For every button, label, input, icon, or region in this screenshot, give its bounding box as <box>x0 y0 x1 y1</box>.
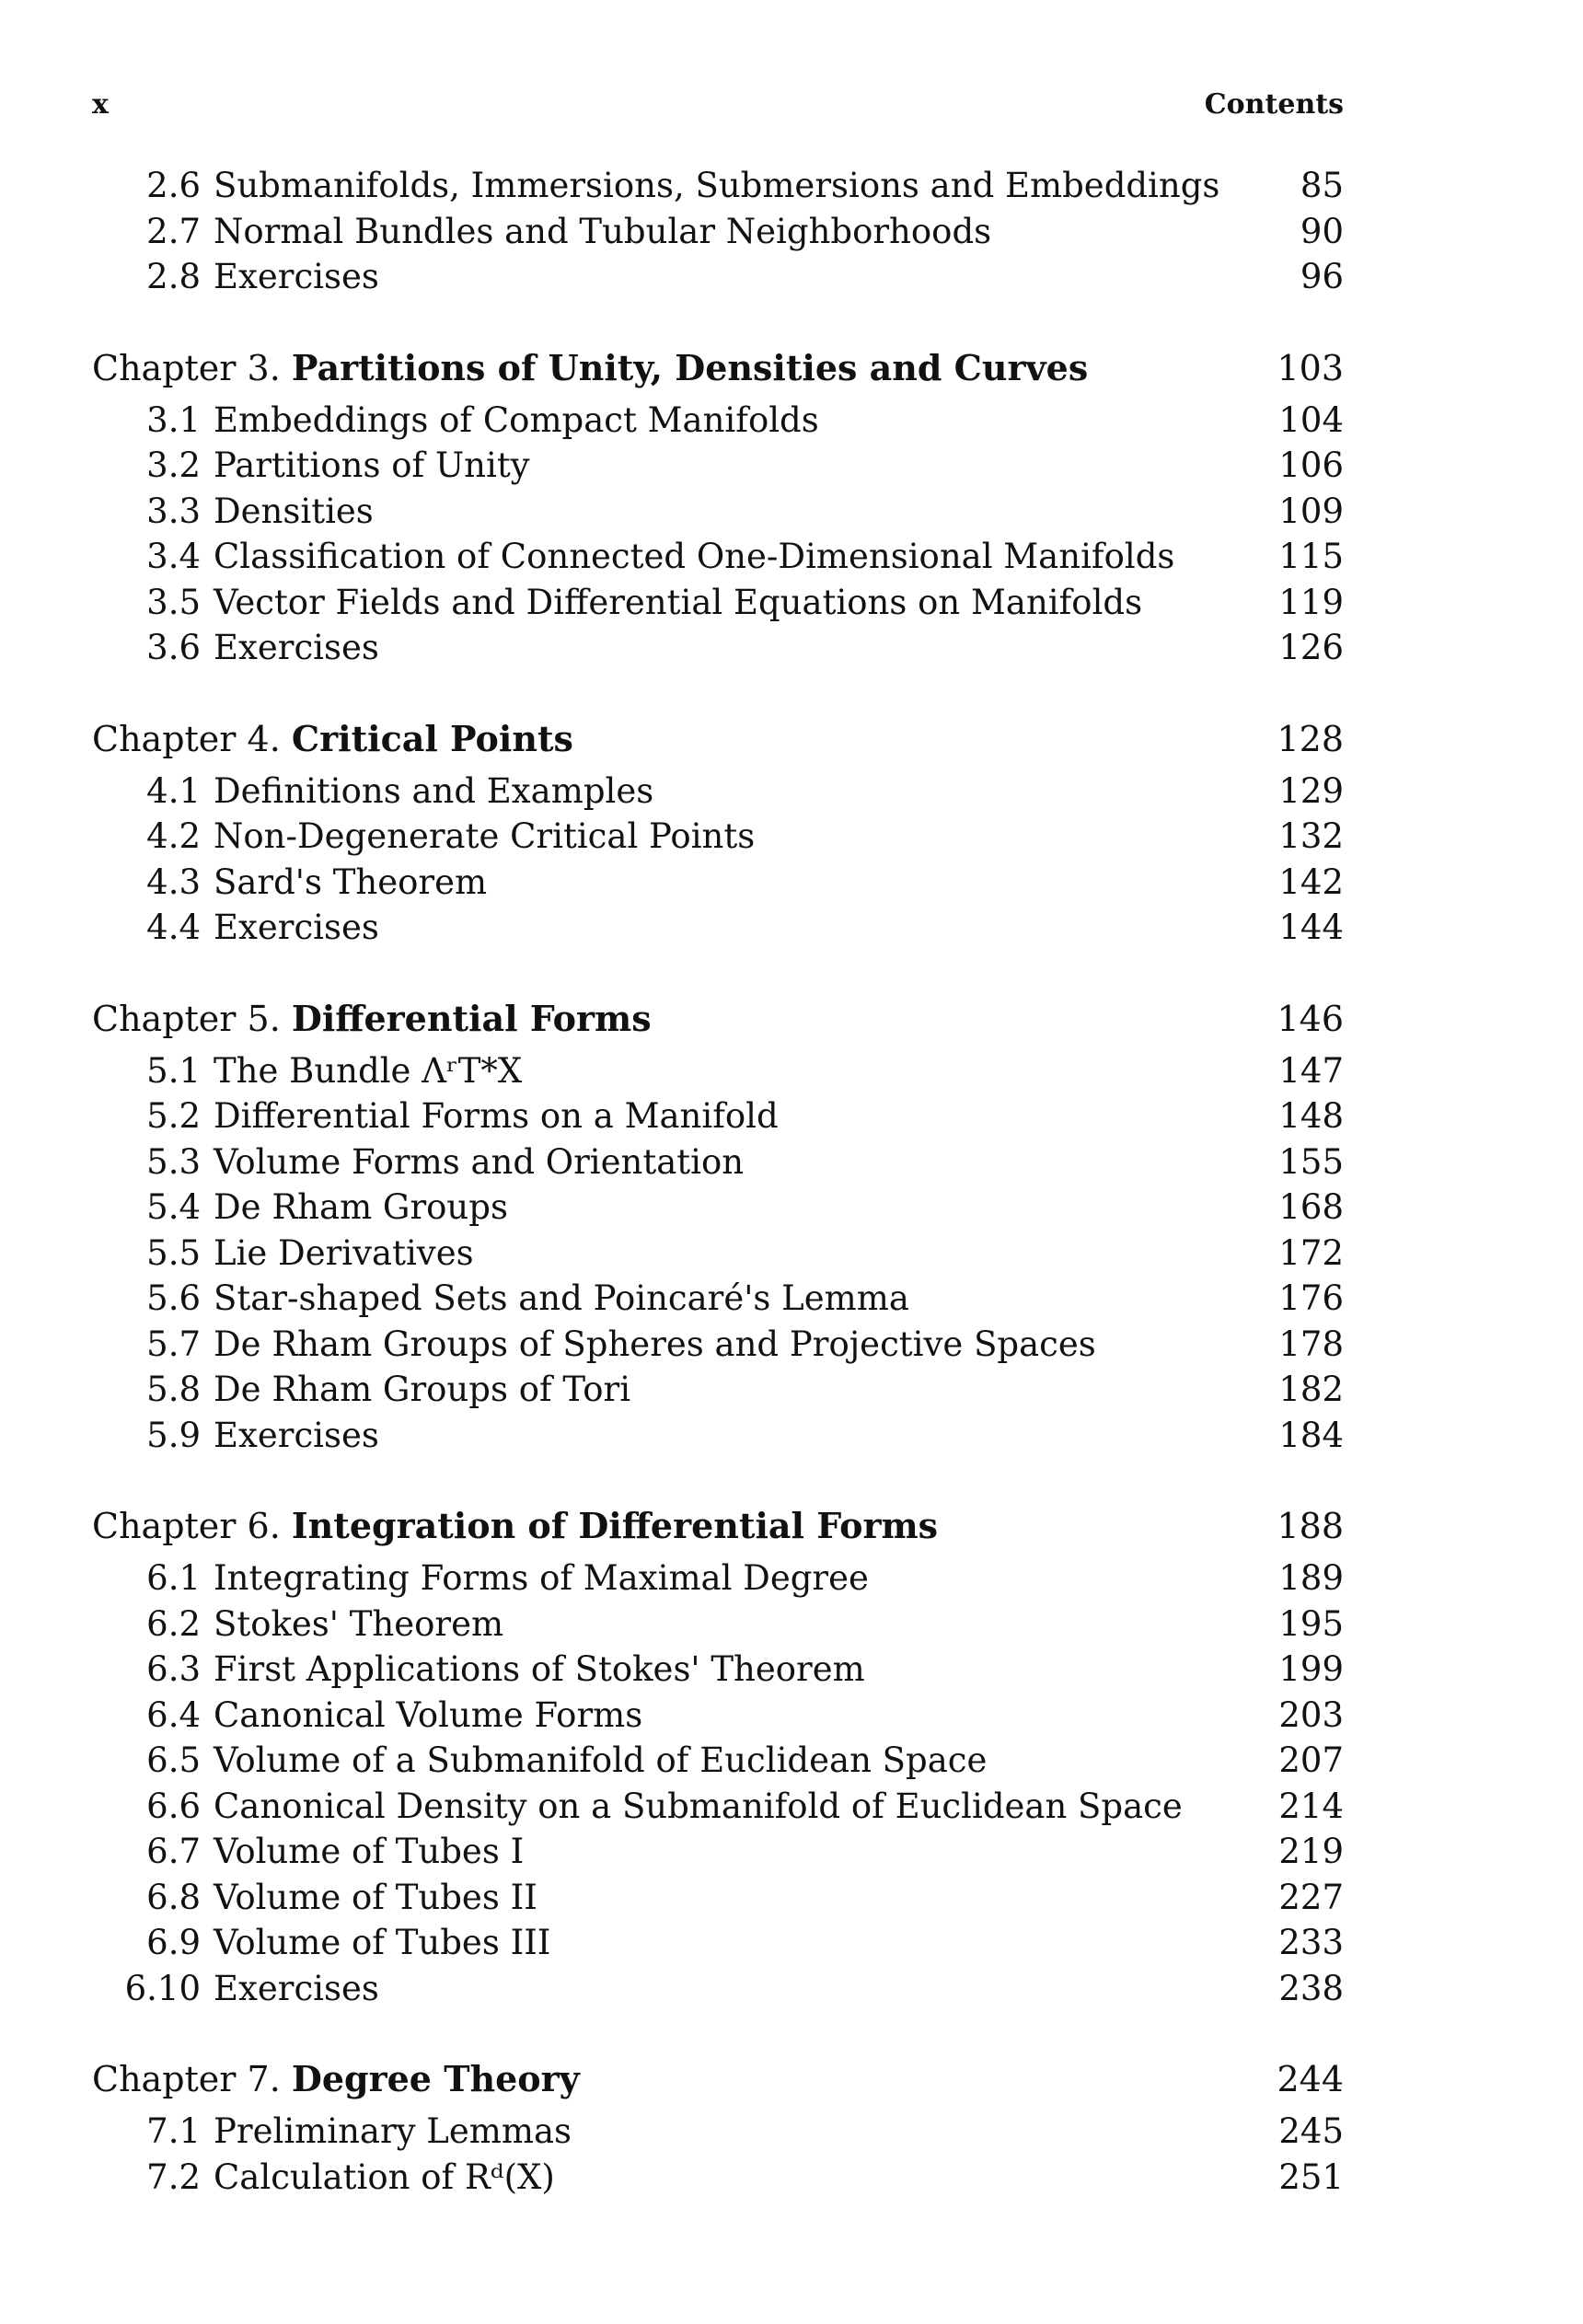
chapter-list <box>92 347 1344 2203</box>
section-title: Exercises <box>214 908 379 947</box>
toc-entry <box>92 1278 1344 1324</box>
page-ref: 214 <box>1278 1786 1344 1826</box>
section-title: Calculation of Rᵈ(X) <box>214 2156 555 2197</box>
section-number: 5.5 <box>146 1232 201 1273</box>
page-ref: 85 <box>1300 166 1344 205</box>
page-ref: 106 <box>1278 445 1344 485</box>
page-ref: 142 <box>1278 861 1344 902</box>
section-title: Exercises <box>214 257 379 296</box>
page-ref: 245 <box>1278 2111 1344 2151</box>
section-title: Star-shaped Sets and Poincaré's Lemma <box>214 1278 909 1318</box>
section-number: 5.8 <box>146 1370 201 1409</box>
page-ref: 119 <box>1278 582 1344 622</box>
chapter-page-ref: 188 <box>1277 1506 1344 1546</box>
page-ref: 182 <box>1278 1370 1344 1409</box>
section-number: 2.8 <box>146 257 201 296</box>
chapter-heading <box>92 998 1344 1051</box>
section-number: 3.6 <box>146 628 201 667</box>
chapter-page-ref: 244 <box>1277 2059 1344 2099</box>
toc-entry <box>92 862 1344 908</box>
section-title: Submanifolds, Immersions, Submersions and Embeddings <box>214 166 1220 205</box>
section-number: 3.1 <box>146 399 201 440</box>
page-ref: 207 <box>1278 1740 1344 1780</box>
toc-entry <box>92 1740 1344 1786</box>
toc-entry <box>92 1832 1344 1878</box>
toc-entry <box>92 1878 1344 1924</box>
toc-entry <box>92 2157 1344 2203</box>
chapter-label: Chapter 7. <box>92 2059 281 2099</box>
chapter-title: Partitions of Unity, Densities and Curves <box>291 346 1089 388</box>
section-number: 5.4 <box>146 1187 201 1227</box>
page-ref: 172 <box>1278 1232 1344 1273</box>
chapter-label: Chapter 3. <box>92 347 281 388</box>
chapter-heading-text <box>92 718 573 759</box>
section-title: The Bundle ΛʳT*X <box>214 1050 523 1091</box>
running-title: Contents <box>1204 88 1344 121</box>
section-number: 6.5 <box>146 1740 201 1780</box>
page-ref: 227 <box>1278 1877 1344 1917</box>
page-ref: 148 <box>1278 1096 1344 1136</box>
chapter-block <box>92 2058 1344 2203</box>
toc-entry <box>92 1051 1344 1097</box>
section-number: 6.4 <box>146 1694 201 1735</box>
section-title: Vector Fields and Differential Equations on Manifolds <box>214 582 1143 622</box>
page-ref: 168 <box>1278 1187 1344 1227</box>
section-number: 3.2 <box>146 445 201 485</box>
page-ref: 199 <box>1278 1649 1344 1689</box>
chapter-page-ref: 103 <box>1277 347 1344 388</box>
chapter-page-ref: 128 <box>1277 718 1344 759</box>
section-number: 6.1 <box>146 1558 201 1598</box>
chapter-page-ref: 146 <box>1277 998 1344 1039</box>
section-number: 6.2 <box>146 1603 201 1644</box>
page-ref: 219 <box>1278 1832 1344 1871</box>
section-number: 4.2 <box>146 816 201 856</box>
section-number: 4.4 <box>146 908 201 947</box>
chapter-block <box>92 1505 1344 2014</box>
chapter-heading <box>92 347 1344 400</box>
chapter-label: Chapter 5. <box>92 998 281 1039</box>
section-number: 6.8 <box>146 1877 201 1917</box>
chapter-heading-text <box>92 998 652 1039</box>
chapter-block <box>92 998 1344 1462</box>
chapter-title: Integration of Differential Forms <box>291 1505 939 1546</box>
page-ref: 155 <box>1278 1141 1344 1182</box>
section-number: 4.3 <box>146 861 201 902</box>
section-number: 5.9 <box>146 1415 201 1455</box>
section-title: Volume of Tubes III <box>214 1923 551 1962</box>
toc-entry <box>92 1604 1344 1650</box>
section-title: Exercises <box>214 1968 379 2008</box>
toc-entry <box>92 400 1344 446</box>
page-ref: 233 <box>1278 1923 1344 1962</box>
section-number: 5.2 <box>146 1096 201 1136</box>
section-number: 4.1 <box>146 770 201 811</box>
section-title: Integrating Forms of Maximal Degree <box>214 1558 869 1598</box>
section-number: 5.7 <box>146 1324 201 1364</box>
toc-entry <box>92 537 1344 583</box>
chapter-block <box>92 347 1344 674</box>
section-title: Volume of Tubes I <box>214 1832 525 1871</box>
toc-entry <box>92 445 1344 491</box>
section-title: Classification of Connected One-Dimensional Manifolds <box>214 537 1175 576</box>
page-ref: 184 <box>1278 1415 1344 1455</box>
toc-entry <box>92 1695 1344 1741</box>
section-title: Stokes' Theorem <box>214 1603 504 1644</box>
chapter-heading-text <box>92 2058 580 2099</box>
page-ref: 238 <box>1278 1968 1344 2008</box>
toc-entry <box>92 1142 1344 1188</box>
page-ref: 176 <box>1278 1278 1344 1318</box>
section-title: Exercises <box>214 628 379 667</box>
section-number: 2.6 <box>146 166 201 205</box>
section-title: Volume Forms and Orientation <box>214 1141 745 1182</box>
chapter-label: Chapter 4. <box>92 718 281 759</box>
page-ref: 132 <box>1278 816 1344 856</box>
toc-entry <box>92 1370 1344 1416</box>
toc-entry <box>92 212 1344 258</box>
toc-entry <box>92 257 1344 303</box>
section-title: De Rham Groups <box>214 1187 508 1227</box>
section-number: 2.7 <box>146 211 201 251</box>
section-title: Embeddings of Compact Manifolds <box>214 399 819 440</box>
page-ref: 90 <box>1300 211 1344 251</box>
page-ref: 104 <box>1278 399 1344 440</box>
section-title: Lie Derivatives <box>214 1232 474 1273</box>
chapter-heading <box>92 1505 1344 1558</box>
toc-entry <box>92 1324 1344 1370</box>
section-title: Volume of a Submanifold of Euclidean Space <box>214 1740 988 1780</box>
chapter-heading-text <box>92 347 1088 388</box>
section-number: 5.6 <box>146 1278 201 1318</box>
continued-section-list <box>92 166 1344 303</box>
page-ref: 129 <box>1278 770 1344 811</box>
page-ref: 203 <box>1278 1694 1344 1735</box>
chapter-heading <box>92 2058 1344 2111</box>
page-ref: 144 <box>1278 908 1344 947</box>
section-title: Canonical Volume Forms <box>214 1694 643 1735</box>
section-number: 5.1 <box>146 1050 201 1091</box>
section-number: 3.5 <box>146 582 201 622</box>
section-title: Exercises <box>214 1415 379 1455</box>
section-number: 3.4 <box>146 537 201 576</box>
toc-entry <box>92 166 1344 212</box>
toc-entry <box>92 1786 1344 1833</box>
page-ref: 147 <box>1278 1050 1344 1091</box>
chapter-title: Critical Points <box>291 717 573 759</box>
section-title: Volume of Tubes II <box>214 1877 537 1917</box>
page-ref: 195 <box>1278 1603 1344 1644</box>
section-number: 6.9 <box>146 1923 201 1962</box>
chapter-label: Chapter 6. <box>92 1506 281 1546</box>
section-title: Differential Forms on a Manifold <box>214 1096 779 1136</box>
toc-entry <box>92 628 1344 674</box>
section-number: 6.3 <box>146 1649 201 1689</box>
section-title: Canonical Density on a Submanifold of Euclidean Space <box>214 1786 1183 1826</box>
chapter-block <box>92 718 1344 954</box>
toc-entry <box>92 491 1344 538</box>
section-number: 6.7 <box>146 1832 201 1871</box>
chapter-title: Degree Theory <box>291 2058 580 2099</box>
chapter-title: Differential Forms <box>291 997 652 1039</box>
section-number: 6.6 <box>146 1786 201 1826</box>
toc-entry <box>92 583 1344 629</box>
running-head <box>92 88 1344 125</box>
toc-entry <box>92 1969 1344 2015</box>
table-of-contents <box>92 166 1344 2247</box>
toc-entry <box>92 1923 1344 1969</box>
section-title: De Rham Groups of Spheres and Projective Spaces <box>214 1324 1096 1364</box>
toc-entry <box>92 1096 1344 1142</box>
toc-entry <box>92 1187 1344 1233</box>
toc-entry <box>92 1558 1344 1604</box>
section-title: Definitions and Examples <box>214 770 654 811</box>
toc-entry <box>92 771 1344 817</box>
toc-entry <box>92 2111 1344 2157</box>
section-title: Normal Bundles and Tubular Neighborhoods <box>214 211 992 251</box>
section-title: De Rham Groups of Tori <box>214 1370 631 1409</box>
section-title: Sard's Theorem <box>214 861 488 902</box>
page-ref: 96 <box>1300 257 1344 296</box>
chapter-heading-text <box>92 1505 938 1546</box>
section-title: Partitions of Unity <box>214 445 530 485</box>
page-ref: 178 <box>1278 1324 1344 1364</box>
section-title: Densities <box>214 491 374 531</box>
toc-entry <box>92 816 1344 862</box>
toc-entry <box>92 1233 1344 1279</box>
section-number: 3.3 <box>146 491 201 531</box>
page-number: x <box>92 88 109 121</box>
section-number: 6.10 <box>124 1968 201 2008</box>
section-number: 5.3 <box>146 1141 201 1182</box>
toc-entry <box>92 1649 1344 1695</box>
toc-entry <box>92 908 1344 954</box>
page-ref: 251 <box>1278 2156 1344 2197</box>
toc-entry <box>92 1416 1344 1462</box>
section-title: Preliminary Lemmas <box>214 2111 572 2151</box>
page-ref: 115 <box>1278 537 1344 576</box>
section-title: Non-Degenerate Critical Points <box>214 816 756 856</box>
section-title: First Applications of Stokes' Theorem <box>214 1649 865 1689</box>
page-ref: 109 <box>1278 491 1344 531</box>
chapter-heading <box>92 718 1344 771</box>
page-ref: 126 <box>1278 628 1344 667</box>
page-ref: 189 <box>1278 1558 1344 1598</box>
section-number: 7.1 <box>146 2111 201 2151</box>
section-number: 7.2 <box>146 2156 201 2197</box>
